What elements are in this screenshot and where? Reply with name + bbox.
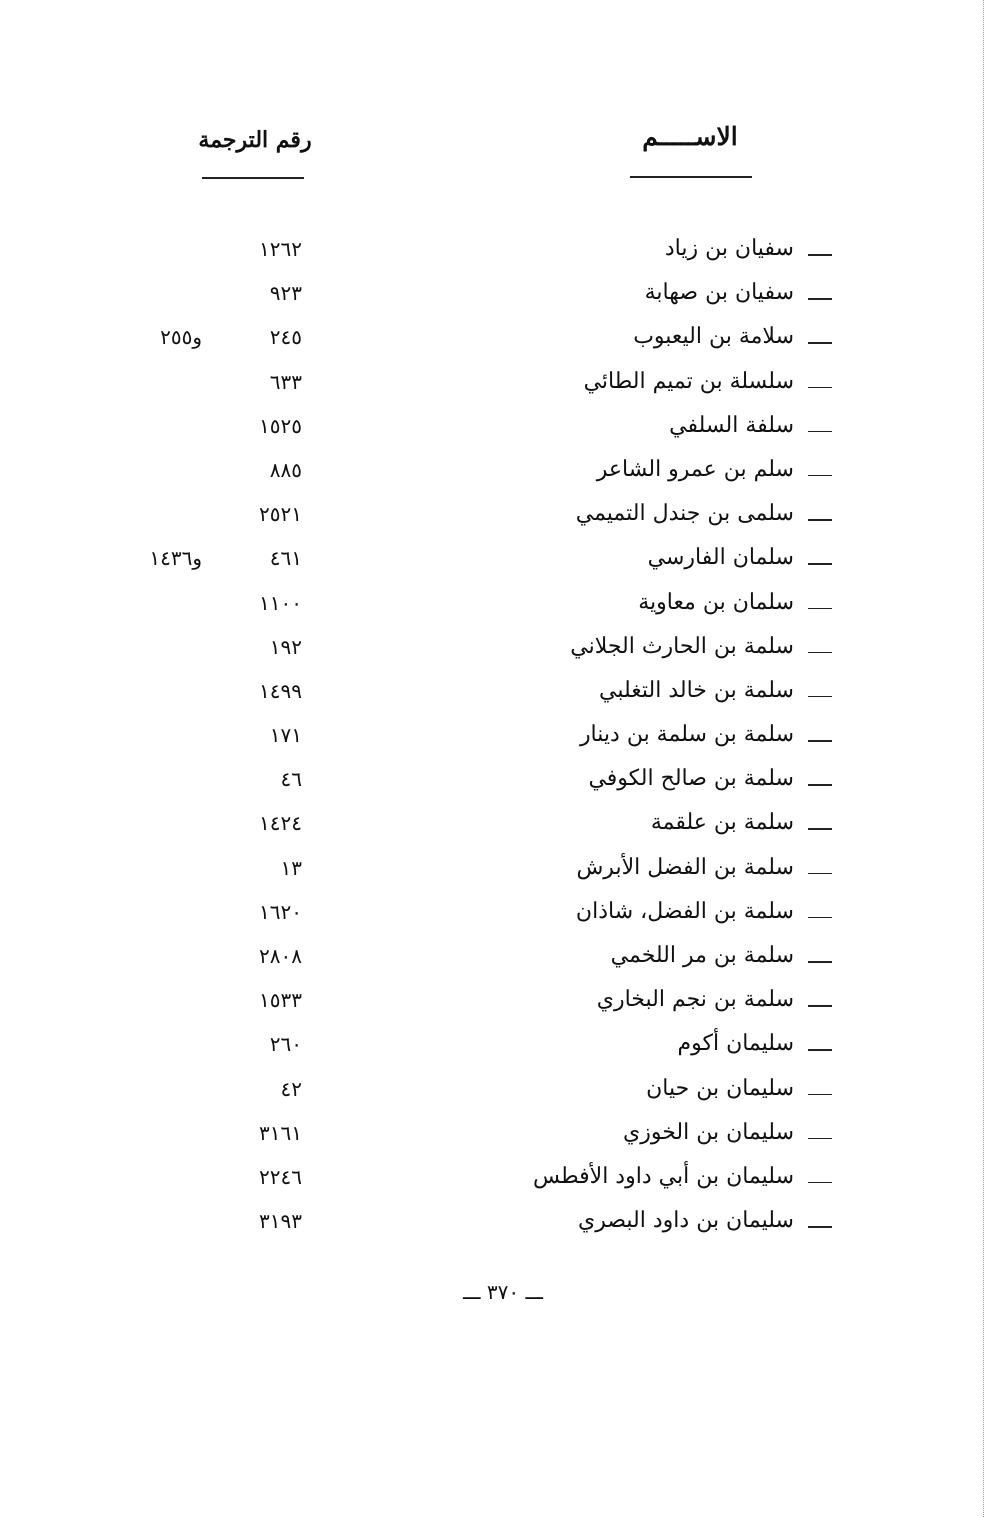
entry-name: سليمان بن الخوزي: [622, 1119, 794, 1145]
entry-dash: [808, 254, 832, 256]
entry-translation-number: ١٣: [280, 855, 302, 880]
entry-dash: [808, 298, 832, 300]
entry-translation-number: ١٩٢: [269, 634, 302, 659]
entry-translation-number: ٤٦: [280, 767, 302, 792]
index-entries-list: [0, 230, 1006, 1246]
index-entry-row: [0, 981, 1006, 1025]
entry-dash: [808, 1094, 832, 1096]
entry-additional-number: و١٤٣٦: [149, 546, 202, 571]
entry-name: سلامة بن اليعبوب: [633, 324, 794, 350]
entry-name: سلسلة بن تميم الطائي: [583, 368, 794, 394]
entry-dash: [808, 740, 832, 742]
index-entry-row: [0, 495, 1006, 539]
entry-name: سلمى بن جندل التميمي: [575, 501, 794, 527]
page-number: ـــ ٣٧٠ ـــ: [462, 1280, 544, 1304]
index-entry-row: [0, 716, 1006, 760]
entry-dash: [808, 519, 832, 521]
index-entry-row: [0, 539, 1006, 583]
column-header-translation-number: رقم الترجمة: [198, 127, 312, 153]
index-entry-row: [0, 1158, 1006, 1202]
entry-dash: [808, 475, 832, 477]
entry-translation-number: ٣١٩٣: [259, 1209, 302, 1234]
entry-name: سليمان أكوم: [677, 1031, 794, 1057]
entry-name: سفيان بن زياد: [664, 236, 794, 261]
column-header-name: الاســـــم: [642, 122, 738, 151]
entry-name: سلم بن عمرو الشاعر: [596, 456, 794, 482]
entry-dash: [808, 696, 832, 698]
entry-dash: [808, 1226, 832, 1228]
entry-dash: [808, 873, 832, 875]
column-header-name-underline: [630, 176, 752, 178]
index-entry-row: [0, 407, 1006, 451]
entry-translation-number: ١٥٣٣: [259, 988, 302, 1013]
entry-dash: [808, 917, 832, 919]
index-entry-row: [0, 274, 1006, 318]
entry-dash: [808, 563, 832, 565]
index-entry-row: [0, 628, 1006, 672]
entry-dash: [808, 1049, 832, 1051]
entry-translation-number: ٢٦٠: [269, 1032, 302, 1057]
entry-translation-number: ١٢٦٢: [259, 237, 302, 261]
entry-name: سلمة بن علقمة: [650, 810, 794, 836]
entry-name: سليمان بن داود البصري: [577, 1208, 794, 1234]
entry-dash: [808, 784, 832, 786]
entry-translation-number: ٢٨٠٨: [259, 944, 302, 968]
index-entry-row: [0, 451, 1006, 495]
index-entry-row: [0, 849, 1006, 893]
entry-translation-number: ٢٤٥: [269, 325, 302, 350]
index-entry-row: [0, 1114, 1006, 1158]
entry-translation-number: ٨٨٥: [269, 457, 302, 482]
entry-dash: [808, 961, 832, 963]
entry-translation-number: ٤٦١: [269, 546, 302, 571]
entry-translation-number: ٩٢٣: [269, 281, 302, 306]
index-entry-row: [0, 937, 1006, 981]
entry-dash: [808, 828, 832, 830]
entry-translation-number: ٤٢: [280, 1076, 302, 1101]
index-entry-row: [0, 760, 1006, 804]
entry-dash: [808, 1005, 832, 1007]
entry-dash: [808, 652, 832, 654]
entry-translation-number: ١٧١: [269, 723, 302, 748]
entry-dash: [808, 387, 832, 389]
index-entry-row: [0, 363, 1006, 407]
index-entry-row: [0, 584, 1006, 628]
entry-translation-number: ١٤٩٩: [259, 678, 302, 703]
entry-translation-number: ٦٣٣: [269, 369, 302, 394]
index-entry-row: [0, 804, 1006, 848]
entry-name: سلمة بن الحارث الجلاني: [570, 633, 794, 659]
entry-translation-number: ١٦٢٠: [259, 899, 302, 924]
entry-name: سلمان بن معاوية: [638, 589, 794, 615]
entry-name: سلفة السلفي: [669, 412, 794, 438]
entry-dash: [808, 608, 832, 610]
entry-translation-number: ٣١٦١: [259, 1120, 302, 1145]
entry-name: سليمان بن أبي داود الأفطس: [533, 1163, 794, 1189]
index-entry-row: [0, 230, 1006, 274]
entry-translation-number: ١٤٢٤: [259, 811, 302, 836]
column-header-number-underline: [202, 177, 304, 179]
entry-name: سلمة بن مر اللخمي: [610, 943, 794, 968]
entry-dash: [808, 1138, 832, 1140]
entry-dash: [808, 1182, 832, 1184]
index-entry-row: [0, 893, 1006, 937]
entry-name: سليمان بن حيان: [646, 1075, 794, 1101]
index-entry-row: [0, 1025, 1006, 1069]
entry-name: سفيان بن صهابة: [644, 280, 794, 306]
entry-dash: [808, 431, 832, 433]
entry-name: سلمة بن نجم البخاري: [596, 987, 794, 1013]
entry-name: سلمة بن سلمة بن دينار: [579, 722, 794, 748]
index-entry-row: [0, 1202, 1006, 1246]
entry-name: سلمة بن خالد التغلبي: [599, 677, 794, 703]
index-entry-row: [0, 1070, 1006, 1114]
index-entry-row: [0, 672, 1006, 716]
entry-translation-number: ١١٠٠: [259, 590, 302, 615]
entry-translation-number: ٢٢٤٦: [259, 1164, 302, 1189]
entry-translation-number: ٢٥٢١: [259, 502, 302, 527]
index-entry-row: [0, 318, 1006, 362]
entry-translation-number: ١٥٢٥: [259, 413, 302, 438]
entry-additional-number: و٢٥٥: [160, 325, 202, 350]
entry-dash: [808, 342, 832, 344]
entry-name: سلمان الفارسي: [647, 545, 794, 571]
entry-name: سلمة بن الفضل، شاذان: [575, 898, 794, 924]
entry-name: سلمة بن صالح الكوفي: [588, 766, 794, 792]
entry-name: سلمة بن الفضل الأبرش: [576, 854, 794, 880]
